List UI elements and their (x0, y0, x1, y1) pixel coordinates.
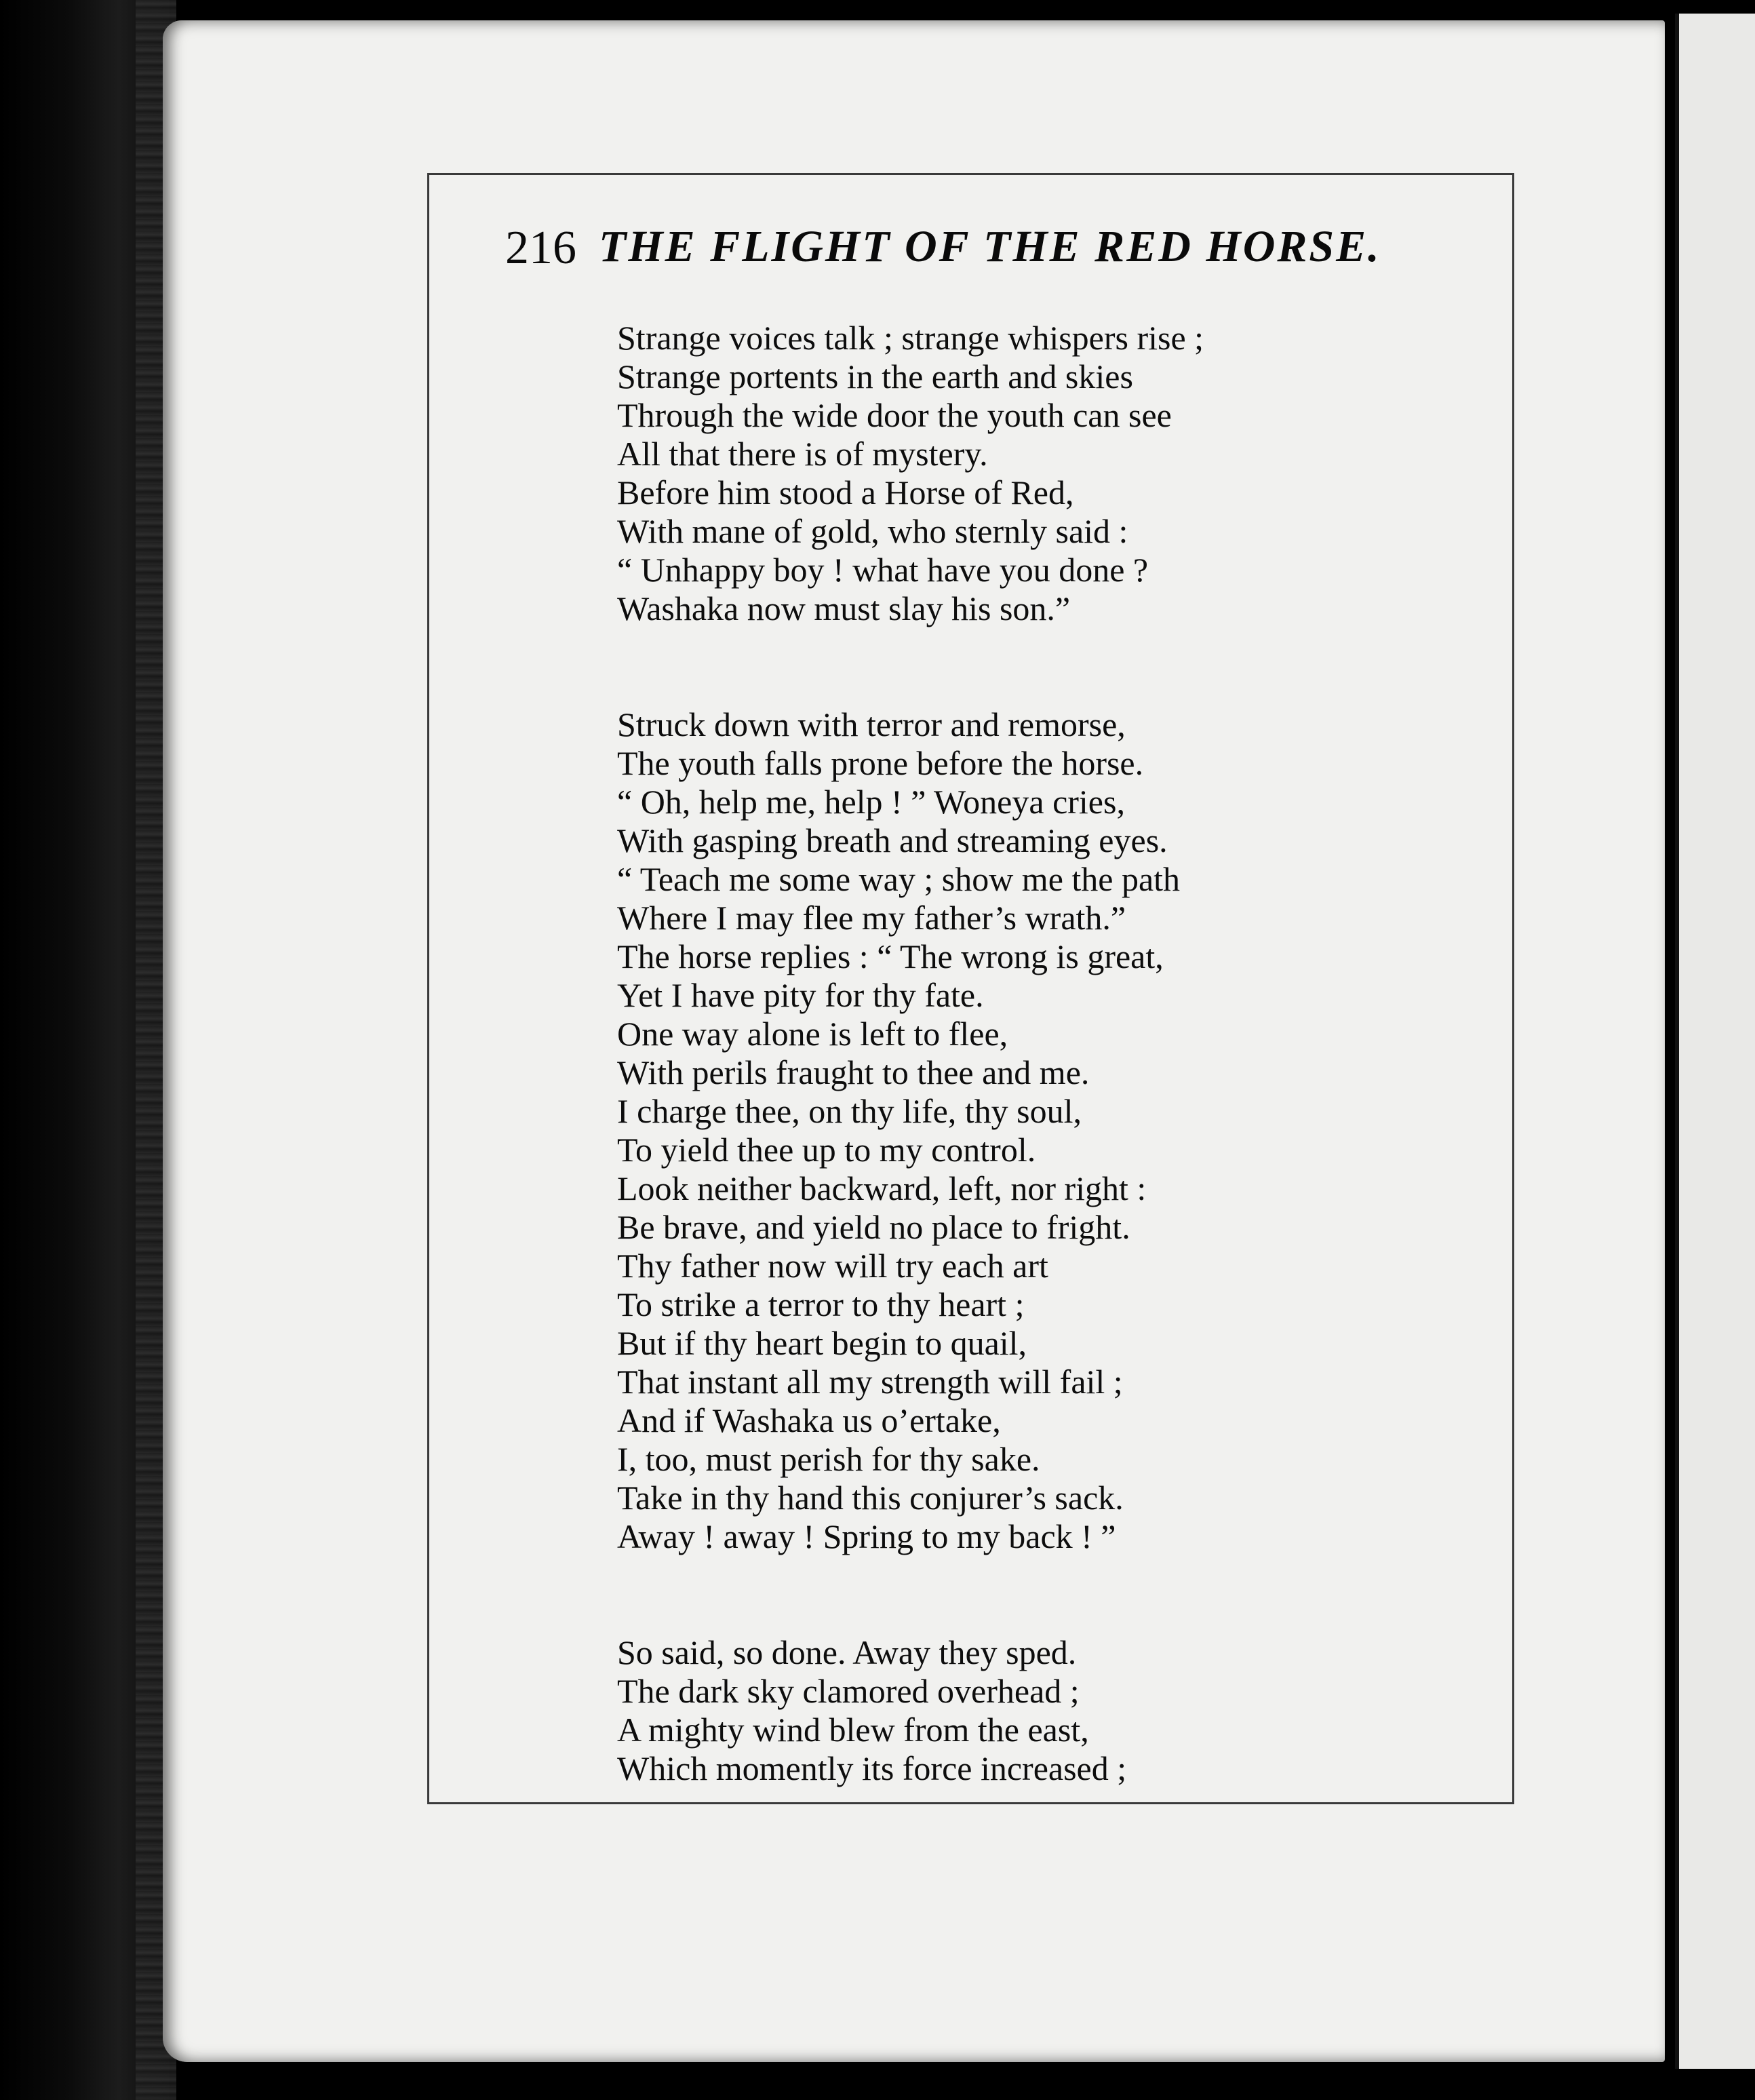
poem-line: Away ! away ! Spring to my back ! ” (617, 1517, 1116, 1555)
poem-line: “ Oh, help me, help ! ” Woneya cries, (617, 783, 1125, 821)
poem-line: The horse replies : “ The wrong is great, (617, 937, 1164, 975)
poem-line: The youth falls prone before the horse. (617, 744, 1144, 782)
stanza-break (617, 1556, 1431, 1633)
poem-line: The dark sky clamored overhead ; (617, 1672, 1080, 1710)
poem-line: So said, so done. Away they sped. (617, 1633, 1077, 1671)
adjacent-page-edge (1675, 14, 1755, 2069)
poem-line: Which momently its force increased ; (617, 1749, 1127, 1787)
stanza-1 (617, 319, 1431, 628)
poem-line: To yield thee up to my control. (617, 1131, 1036, 1169)
stanza-break (617, 628, 1431, 705)
poem-line: I charge thee, on thy life, thy soul, (617, 1092, 1082, 1130)
poem-body (617, 319, 1431, 1788)
poem-line: With perils fraught to thee and me. (617, 1053, 1090, 1091)
poem-line: But if thy heart begin to quail, (617, 1324, 1027, 1362)
poem-line: Take in thy hand this conjurer’s sack. (617, 1479, 1124, 1517)
running-title: THE FLIGHT OF THE RED HORSE. (599, 222, 1381, 271)
poem-line: Before him stood a Horse of Red, (617, 473, 1074, 511)
poem-line: A mighty wind blew from the east, (617, 1711, 1089, 1749)
poem-line: With mane of gold, who sternly said : (617, 512, 1128, 550)
poem-line: I, too, must perish for thy sake. (617, 1440, 1040, 1478)
poem-line: Through the wide door the youth can see (617, 396, 1172, 434)
poem-line: One way alone is left to flee, (617, 1015, 1008, 1053)
poem-line: That instant all my strength will fail ; (617, 1363, 1123, 1401)
poem-line: Yet I have pity for thy fate. (617, 976, 984, 1014)
poem-line: With gasping breath and streaming eyes. (617, 821, 1168, 859)
poem-line: To strike a terror to thy heart ; (617, 1285, 1025, 1323)
poem-line: Strange voices talk ; strange whispers rise ; (617, 319, 1204, 357)
stanza-3 (617, 1633, 1431, 1788)
poem-line: “ Teach me some way ; show me the path (617, 860, 1181, 898)
poem-line: “ Unhappy boy ! what have you done ? (617, 551, 1149, 589)
poem-line: Look neither backward, left, nor right : (617, 1169, 1147, 1207)
poem-line: All that there is of mystery. (617, 435, 988, 473)
poem-line: Thy father now will try each art (617, 1247, 1048, 1285)
page-number: 216 (505, 222, 576, 274)
poem-line: Strange portents in the earth and skies (617, 357, 1133, 395)
poem-line: And if Washaka us o’ertake, (617, 1401, 1001, 1439)
poem-line: Struck down with terror and remorse, (617, 705, 1126, 743)
poem-line: Where I may flee my father’s wrath.” (617, 899, 1126, 937)
page-header (505, 216, 1455, 290)
poem-line: Be brave, and yield no place to fright. (617, 1208, 1130, 1246)
stanza-2 (617, 705, 1431, 1556)
poem-line: Washaka now must slay his son.” (617, 589, 1071, 627)
